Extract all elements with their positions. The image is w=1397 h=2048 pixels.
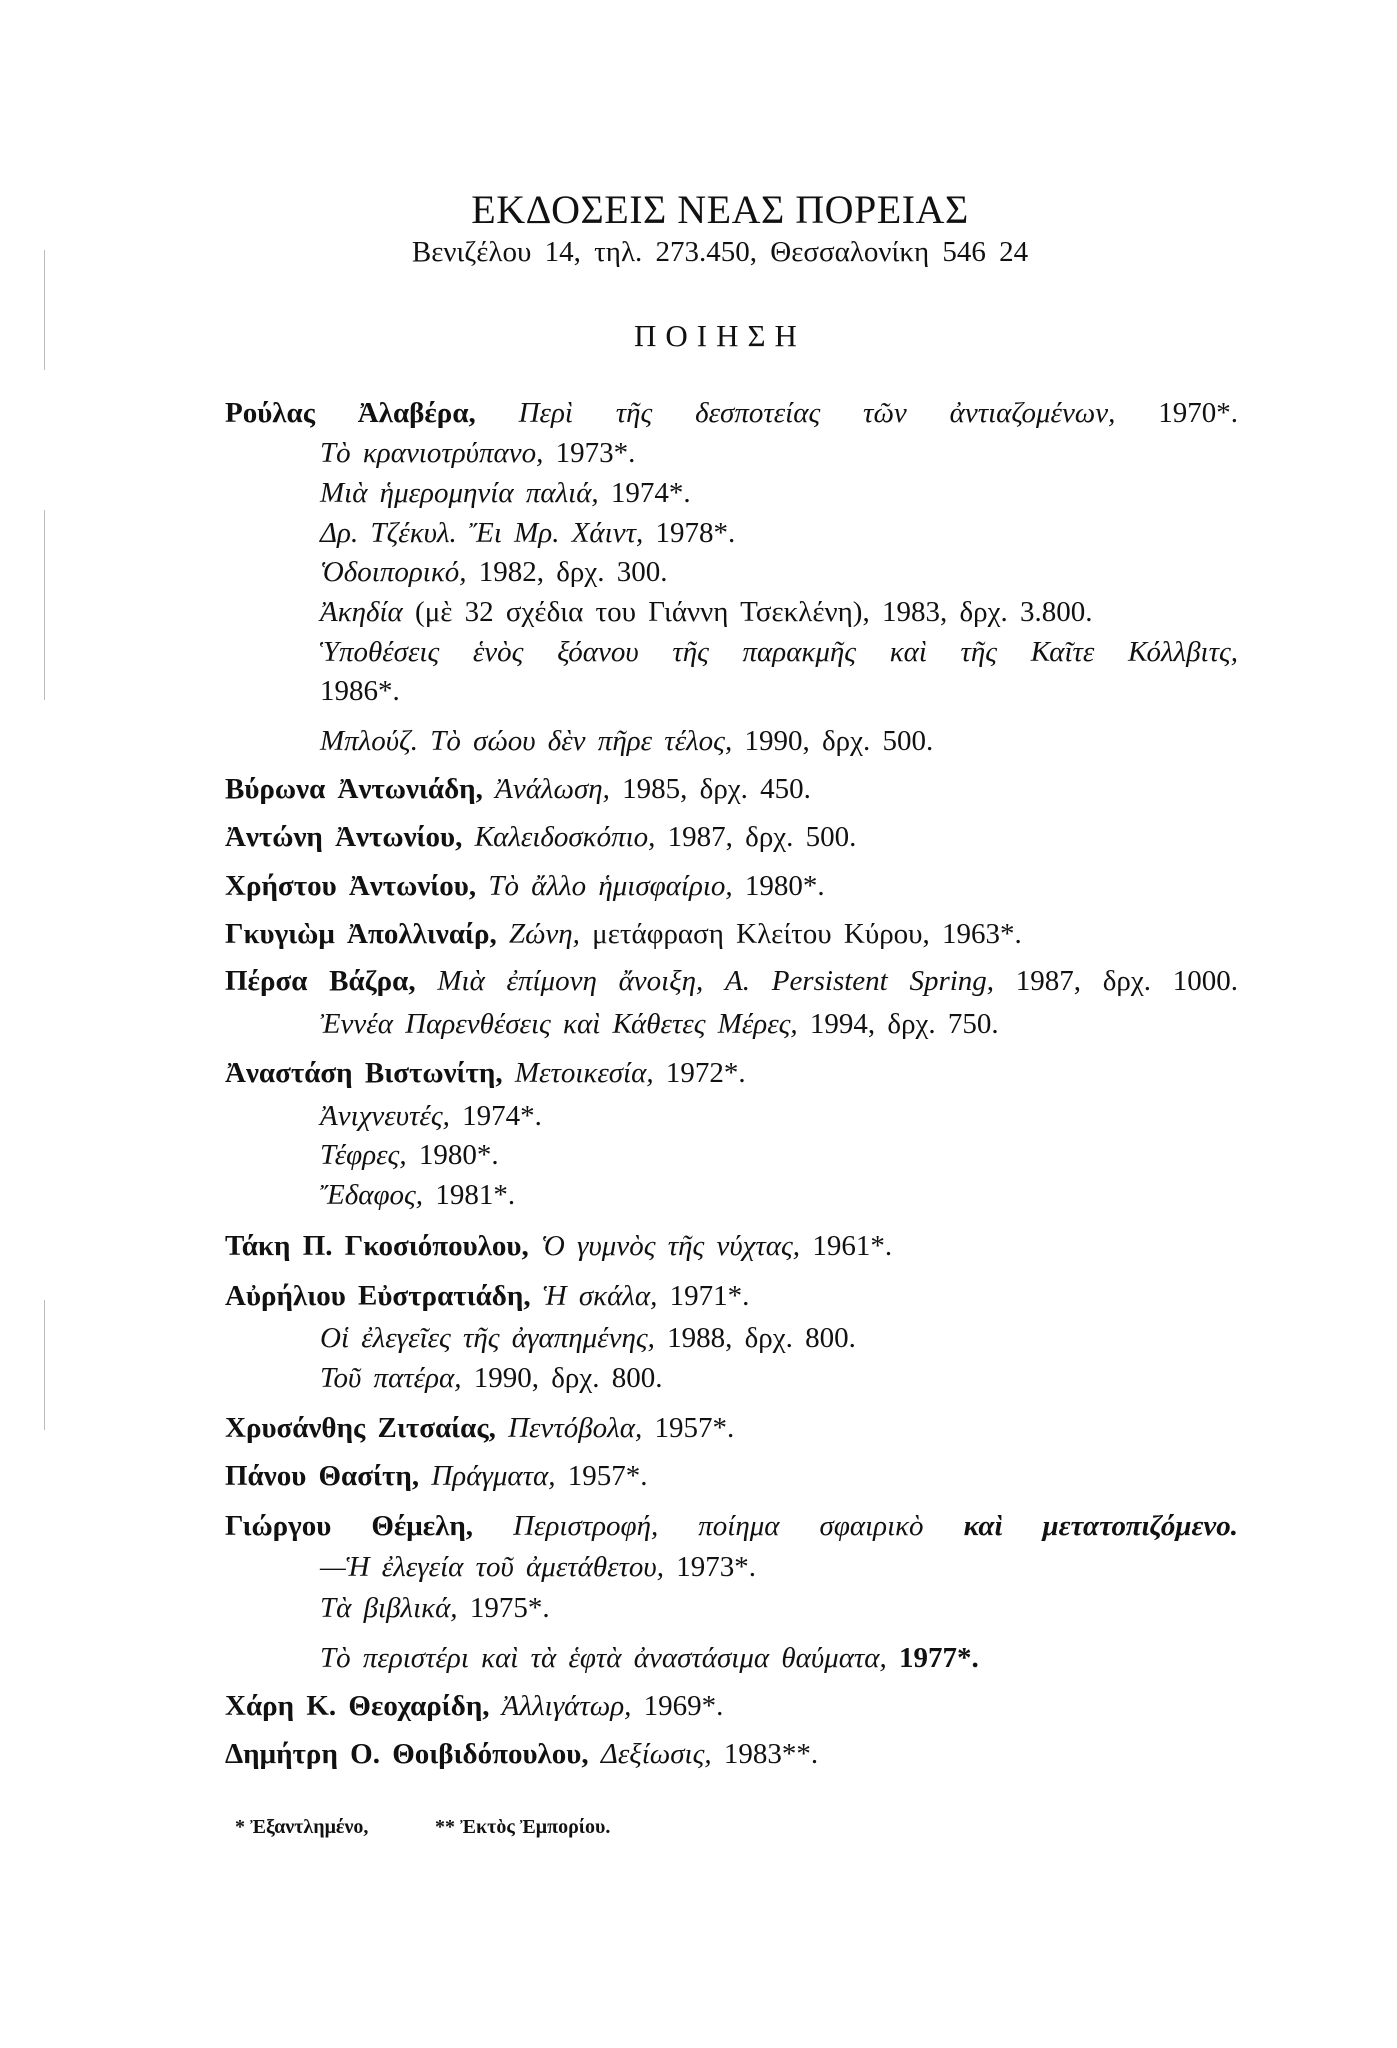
book-title: Ἀλλιγάτωρ, (501, 1690, 644, 1722)
catalog-entry (225, 1280, 749, 1313)
book-title: Ἀνιχνευτές, (320, 1100, 463, 1132)
author-name: Δημήτρη Ο. Θοιβιδόπουλου, (225, 1738, 601, 1770)
catalog-entry (225, 1057, 746, 1090)
catalog-subentry (320, 1139, 499, 1172)
book-title: Ἡ σκάλα, (542, 1280, 670, 1312)
publication-details: (μὲ 32 σχέδια του Γιάννη Τσεκλένη), 1983, δρχ. 3.800. (415, 596, 1093, 628)
catalog-subentry (320, 1592, 550, 1625)
book-title: Τὰ βιβλικά, (320, 1592, 470, 1624)
publication-details: 1983**. (723, 1738, 819, 1770)
publication-details: 1990, δρχ. 800. (473, 1362, 663, 1394)
catalog-entry (225, 773, 811, 806)
publication-details: 1978*. (655, 517, 736, 549)
catalog-entry (225, 1690, 723, 1723)
publisher-address: Βενιζέλου 14, τηλ. 273.450, Θεσσαλονίκη 546 24 (411, 236, 1029, 268)
publication-details: 1972*. (665, 1057, 746, 1089)
book-title: Τὸ περιστέρι καὶ τὰ ἑφτὰ ἀναστάσιμα θαύματα, (320, 1642, 900, 1674)
book-title: Τὸ ἄλλο ἡμισφαίριο, (488, 870, 745, 902)
book-title: Ὁ γυμνὸς τῆς νύχτας, (541, 1230, 813, 1262)
publication-details: 1957*. (654, 1412, 735, 1444)
publication-details: 1990, δρχ. 500. (744, 725, 934, 757)
publication-details: 1980*. (418, 1139, 499, 1171)
publication-details: 1975*. (469, 1592, 550, 1624)
book-title: Τοῦ πατέρα, (320, 1362, 474, 1394)
book-title: Ἔδαφος, (320, 1179, 436, 1211)
book-title: Τέφρες, (320, 1139, 419, 1171)
author-name: Βύρωνα Ἀντωνιάδη, (225, 773, 496, 805)
catalog-entry (225, 1230, 892, 1263)
author-name: Ἀναστάση Βιστωνίτη, (225, 1057, 515, 1089)
publication-details: 1994, δρχ. 750. (809, 1008, 999, 1040)
publication-details: 1981*. (435, 1179, 516, 1211)
publication-details: 1974*. (462, 1100, 542, 1132)
publication-details: 1986*. (320, 675, 400, 707)
catalog-subentry (320, 1008, 999, 1041)
catalog-subentry (320, 1551, 756, 1584)
publication-details: 1982, δρχ. 300. (478, 556, 668, 588)
author-name: Χρήστου Ἀντωνίου, (225, 870, 489, 902)
author-name: Ἀντώνη Ἀντωνίου, (225, 821, 475, 853)
footnote-out-of-trade: ** Ἐκτὸς Ἐμπορίου. (435, 1816, 611, 1838)
book-title: Ὑποθέσεις ἑνὸς ξόανου τῆς παρακμῆς καὶ τῆς Καῖτε Κόλλβιτς, (320, 636, 1238, 668)
publication-details: 1987, δρχ. 1000. (1015, 965, 1239, 997)
catalog-subentry (320, 596, 1092, 629)
catalog-subentry (320, 517, 735, 550)
author-name: Ρούλας Ἀλαβέρα, (225, 397, 519, 429)
publication-details: 1961*. (812, 1230, 893, 1262)
catalog-entry (225, 918, 1022, 951)
author-name: Γιώργου Θέμελη, (225, 1510, 514, 1542)
catalog-subentry (320, 1642, 979, 1675)
author-name: 1977*. (899, 1642, 979, 1674)
book-title: Μιὰ ἐπίμονη ἄνοιξη, A. Persistent Spring, (437, 965, 1016, 997)
publication-details: 1973*. (676, 1551, 756, 1583)
book-title: Δρ. Τζέκυλ. Ἔι Μρ. Χάιντ, (320, 517, 656, 549)
catalog-entry (225, 1510, 1238, 1543)
catalog-subentry (320, 636, 1238, 669)
book-title: Περιστροφή, ποίημα σφαιρικὸ (513, 1510, 964, 1542)
catalog-subentry (320, 1100, 542, 1133)
book-title: —Ἡ ἐλεγεία τοῦ ἀμετάθετου, (320, 1551, 677, 1583)
catalog-entry (225, 397, 1238, 430)
book-title: Ὁδοιπορικό, (320, 556, 479, 588)
book-title: Πράγματα, (431, 1460, 568, 1492)
book-title: Μετοικεσία, (514, 1057, 666, 1089)
author-name: Πάνου Θασίτη, (225, 1460, 432, 1492)
catalog-subentry (320, 1322, 856, 1355)
section-heading: ΠΟΙΗΣΗ (634, 318, 806, 353)
book-title: Περὶ τῆς δεσποτείας τῶν ἀντιαζομένων, (518, 397, 1159, 429)
book-title: Τὸ κρανιοτρύπανο, (320, 437, 556, 469)
catalog-subentry (320, 1362, 663, 1395)
book-title: Ζώνη, (509, 918, 593, 950)
publication-details: 1971*. (669, 1280, 750, 1312)
book-title: Μιὰ ἡμερομηνία παλιά, (320, 477, 611, 509)
publication-details: 1980*. (744, 870, 825, 902)
publisher-title: ΕΚΔΟΣΕΙΣ ΝΕΑΣ ΠΟΡΕΙΑΣ (471, 187, 969, 232)
author-name: Χάρη Κ. Θεοχαρίδη, (225, 1690, 502, 1722)
catalog-entry (225, 1412, 734, 1445)
publication-details: 1973*. (555, 437, 636, 469)
author-name: Γκυγιὼμ Ἀπολλιναίρ, (225, 918, 510, 950)
catalog-entry (225, 821, 856, 854)
book-title: Πεντόβολα, (508, 1412, 655, 1444)
scan-margin-mark (44, 510, 45, 700)
catalog-entry (225, 1738, 818, 1771)
book-title: Μπλούζ. Τὸ σώου δὲν πῆρε τέλος, (320, 725, 745, 757)
scan-margin-mark (44, 1300, 45, 1430)
publication-details: 1970*. (1158, 397, 1238, 429)
publication-details: 1969*. (643, 1690, 724, 1722)
catalog-subentry (320, 477, 691, 510)
author-name: Τάκη Π. Γκοσιόπουλου, (225, 1230, 541, 1262)
catalog-subentry (320, 675, 400, 708)
author-name: Χρυσάνθης Ζιτσαίας, (225, 1412, 509, 1444)
book-title: Δεξίωσις, (600, 1738, 724, 1770)
book-title: Καλειδοσκόπιο, (474, 821, 668, 853)
book-title: καὶ μετατοπιζόμενο. (963, 1510, 1238, 1542)
scan-margin-mark (44, 250, 45, 370)
catalog-subentry (320, 725, 933, 758)
publication-details: 1985, δρχ. 450. (622, 773, 811, 805)
book-title: Ἐννέα Παρενθέσεις καὶ Κάθετες Μέρες, (320, 1008, 810, 1040)
catalog-subentry (320, 1179, 515, 1212)
book-title: Ἀνάλωση, (495, 773, 623, 805)
publication-details: 1987, δρχ. 500. (667, 821, 857, 853)
publication-details: 1957*. (567, 1460, 648, 1492)
footnote-out-of-print: * Ἐξαντλημένο, (235, 1816, 369, 1838)
book-title: Ἀκηδία (320, 596, 416, 628)
publication-details: 1974*. (610, 477, 691, 509)
catalog-entry (225, 965, 1238, 998)
catalog-entry (225, 1460, 648, 1493)
publication-details: μετάφραση Κλείτου Κύρου, 1963*. (592, 918, 1022, 950)
catalog-subentry (320, 556, 668, 589)
author-name: Πέρσα Βάζρα, (225, 965, 438, 997)
catalog-entry (225, 870, 825, 903)
publication-details: 1988, δρχ. 800. (667, 1322, 856, 1354)
author-name: Αὐρήλιου Εὐστρατιάδη, (225, 1280, 543, 1312)
book-title: Οἱ ἐλεγεῖες τῆς ἀγαπημένης, (320, 1322, 668, 1354)
catalog-subentry (320, 437, 635, 470)
